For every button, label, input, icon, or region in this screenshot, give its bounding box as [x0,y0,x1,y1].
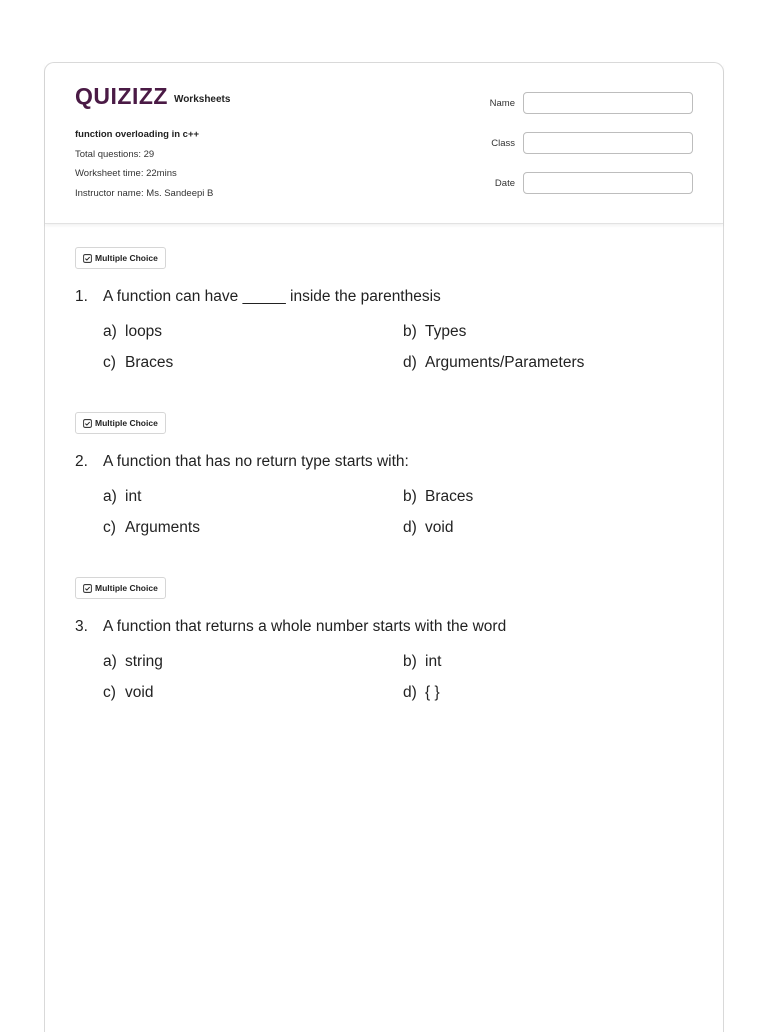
question-3 [75,577,695,702]
question-type-badge [75,412,166,434]
option-text: Types [425,323,467,340]
checkbox-icon [83,254,92,263]
class-field-row [490,131,693,155]
question-1 [75,247,695,372]
option-letter: a) [103,488,117,505]
brand [75,85,230,108]
badge-label: Multiple Choice [95,418,158,428]
option-letter: b) [403,653,417,670]
option-text: int [425,653,442,670]
option-b[interactable] [403,322,703,341]
option-letter: d) [403,354,417,371]
date-label: Date [494,177,515,189]
option-letter: b) [403,488,417,505]
class-label: Class [491,137,515,149]
answer-options [103,652,695,702]
name-field-row [490,91,693,115]
option-letter: d) [403,684,417,701]
option-d[interactable] [403,683,703,702]
option-letter: c) [103,354,116,371]
option-letter: b) [403,323,417,340]
option-a[interactable] [103,322,403,341]
question-number: 2. [75,453,88,470]
option-text: void [425,519,454,536]
option-text: Braces [425,488,474,505]
answer-options [103,487,695,537]
option-letter: a) [103,323,117,340]
question-text: A function can have _____ inside the parenthesis [103,288,441,305]
date-field-row [490,171,693,195]
worksheet-time: Worksheet time: 22mins [75,168,177,179]
option-text: int [125,488,142,505]
class-field[interactable] [523,132,693,154]
option-text: string [125,653,163,670]
question-number: 3. [75,618,88,635]
question-text-row [75,453,695,471]
question-number: 1. [75,288,88,305]
logo-subtitle: Worksheets [173,94,231,105]
total-questions: Total questions: 29 [75,148,155,160]
option-d[interactable] [403,353,703,372]
student-fields [490,91,693,211]
option-b[interactable] [403,652,703,671]
question-type-badge [75,577,166,599]
option-a[interactable] [103,652,403,671]
option-text: loops [125,323,163,340]
option-letter: c) [103,519,116,536]
name-label: Name [489,97,515,109]
quizizz-logo: QUIZIZZ [75,83,168,109]
worksheet-topic: function overloading in c++ [75,129,200,140]
question-text: A function that has no return type starts with: [103,453,409,470]
question-text-row [75,618,695,636]
option-b[interactable] [403,487,703,506]
option-c[interactable] [103,353,403,372]
instructor-name: Instructor name: Ms. Sandeepi B [75,187,214,199]
option-text: Arguments/Parameters [425,354,585,371]
badge-label: Multiple Choice [95,583,158,593]
question-type-badge [75,247,166,269]
worksheet-header [45,63,723,224]
worksheet-page [44,62,724,1032]
option-text: Braces [125,354,174,371]
option-text: { } [425,684,440,701]
option-c[interactable] [103,518,403,537]
worksheet-meta [75,125,213,203]
date-field[interactable] [523,172,693,194]
option-text: void [125,684,154,701]
option-a[interactable] [103,487,403,506]
checkbox-icon [83,584,92,593]
question-text: A function that returns a whole number starts with the word [103,618,507,635]
question-2 [75,412,695,537]
answer-options [103,322,695,372]
option-text: Arguments [125,519,200,536]
question-text-row [75,288,695,306]
option-letter: a) [103,653,117,670]
option-c[interactable] [103,683,403,702]
option-d[interactable] [403,518,703,537]
checkbox-icon [83,419,92,428]
option-letter: c) [103,684,116,701]
name-field[interactable] [523,92,693,114]
badge-label: Multiple Choice [95,253,158,263]
option-letter: d) [403,519,417,536]
